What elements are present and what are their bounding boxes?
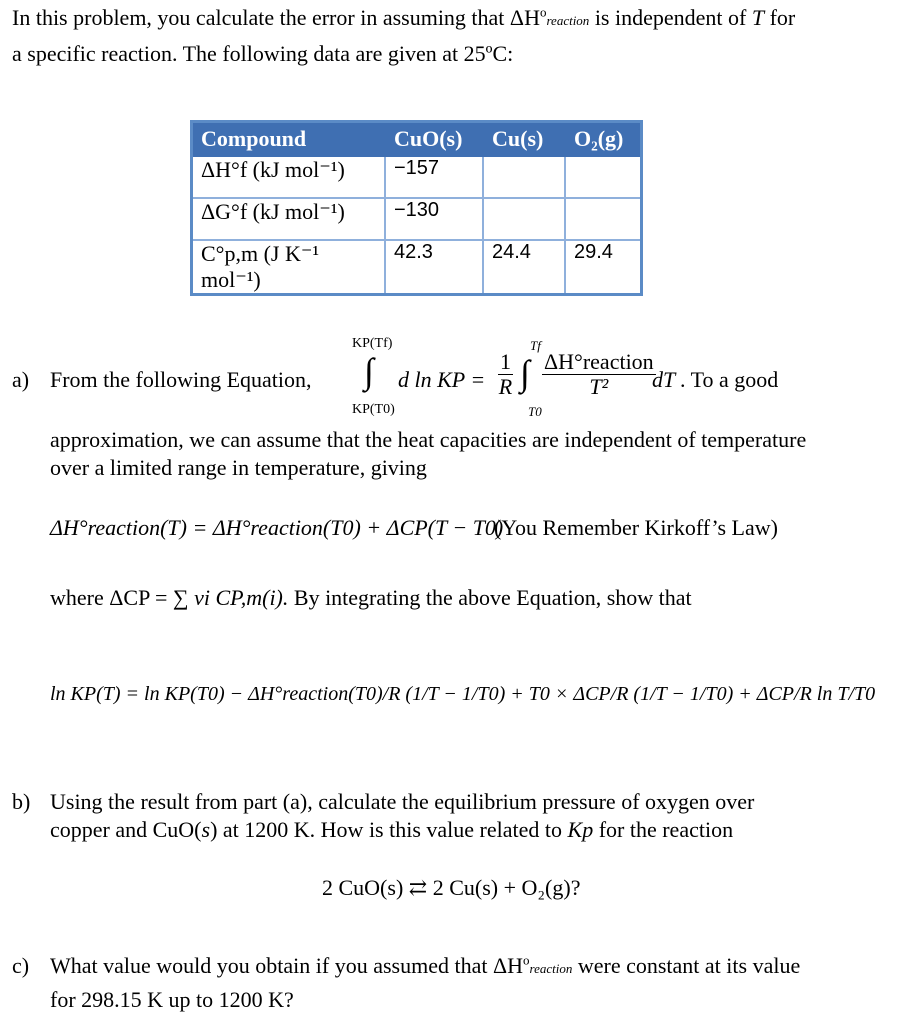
part-c-marker: c): [12, 953, 30, 978]
header-cu: Cu(s): [483, 122, 565, 157]
kirchhoff-note: (You Remember Kirkoff’s Law): [494, 515, 778, 540]
row-label-dGf: ΔG°f (kJ mol⁻¹): [192, 198, 386, 240]
cell-value: 29.4: [565, 240, 642, 295]
result-equation: ln KP(T) = ln KP(T0) − ΔH°reaction(T0)/R (1/T − 1/T0) + T0 × ΔCP/R (1/T − 1/T0) + ΔCP/R ln T/T0: [50, 683, 876, 705]
cell-value: 24.4: [483, 240, 565, 295]
intro-text-b: is independent of: [594, 5, 747, 30]
row-label-dHf: ΔH°f (kJ mol⁻¹): [192, 156, 386, 198]
intro-line-2: a specific reaction. The following data are given at 25ºC:: [12, 41, 514, 66]
where-text-a: where ΔCP =: [50, 585, 168, 610]
integral-sign-2: ∫: [520, 353, 530, 393]
part-b-line-2: [50, 816, 733, 844]
part-a-lead: From the following Equation,: [50, 367, 312, 392]
int-upper: Tf: [530, 338, 541, 353]
cell-value: [483, 156, 565, 198]
part-b-marker: b): [12, 789, 31, 814]
eq-tail: . To a good: [680, 367, 779, 392]
cell-value: [483, 198, 565, 240]
degree-mark-c: o: [523, 952, 530, 968]
cell-value: 42.3: [385, 240, 483, 295]
part-a-marker: a): [12, 367, 30, 392]
intro-text-a: In this problem, you calculate the error in assuming that ΔH: [12, 5, 540, 30]
eq-upper-limit: KP(Tf): [352, 336, 393, 351]
table-row: [192, 198, 642, 240]
part-c-line-1: [50, 952, 800, 983]
part-c-line-2: for 298.15 K up to 1200 K?: [50, 987, 294, 1012]
intro-text-c: for: [769, 5, 796, 30]
part-b-text-b: ) at 1200 K. How is this value related to: [210, 817, 563, 842]
row-label-cp: C°p,m (J K⁻¹ mol⁻¹): [192, 240, 386, 295]
int-lower: T0: [528, 404, 542, 419]
intro-line-1: [12, 4, 795, 35]
where-text-c: By integrating the above Equation, show that: [293, 585, 692, 610]
integral-sign: ∫: [364, 351, 374, 391]
table-header-row: [192, 122, 642, 157]
part-c-text-b: were constant at its value: [577, 953, 801, 978]
frac-denominator: R: [498, 374, 513, 399]
header-compound: Compound: [192, 122, 386, 157]
kirchhoff-equation: ΔH°reaction(T) = ΔH°reaction(T0) + ΔCP(T − T0): [50, 515, 504, 540]
where-line: [50, 584, 692, 612]
frac-numerator: 1: [500, 349, 511, 374]
eq-lower-limit: KP(T0): [352, 402, 395, 417]
eq-fraction-dH-over-T2: [542, 350, 656, 399]
where-sum: ∑ νi CP,m(i).: [172, 585, 289, 610]
cell-value: −157: [385, 156, 483, 198]
frac-denominator: T²: [589, 374, 609, 399]
frac-numerator: ΔH°reaction: [544, 349, 654, 374]
cell-value: [565, 198, 642, 240]
eq-body: d ln KP =: [398, 367, 486, 392]
eq-dT: dT: [652, 367, 676, 392]
part-b-text-a: copper and CuO(: [50, 817, 202, 842]
degree-mark: o: [539, 4, 547, 20]
table-row: [192, 156, 642, 198]
part-b-line-1: Using the result from part (a), calculate the equilibrium pressure of oxygen over: [50, 789, 755, 814]
part-a-line-2: approximation, we can assume that the heat capacities are independent of temperature: [50, 427, 807, 452]
part-b-text-c: for the reaction: [598, 817, 734, 842]
variable-Kp: Kp: [567, 817, 594, 842]
header-o2: O₂(g): [565, 122, 642, 157]
eq-fraction-1-over-R: [498, 350, 513, 399]
part-a-line-3: over a limited range in temperature, giving: [50, 455, 427, 480]
table-row: [192, 240, 642, 295]
cell-value: −130: [385, 198, 483, 240]
reaction-subscript: reaction: [546, 13, 590, 28]
reaction-equation: 2 CuO(s) ⇄ 2 Cu(s) + O₂(g)?: [322, 875, 581, 900]
variable-T: T: [751, 5, 765, 30]
reaction-subscript-c: reaction: [529, 961, 573, 976]
solid-s: s: [201, 817, 211, 842]
part-c-text-a: What value would you obtain if you assumed that ΔH: [50, 953, 523, 978]
header-cuo: CuO(s): [385, 122, 483, 157]
thermo-data-table: [190, 120, 643, 296]
cell-value: [565, 156, 642, 198]
